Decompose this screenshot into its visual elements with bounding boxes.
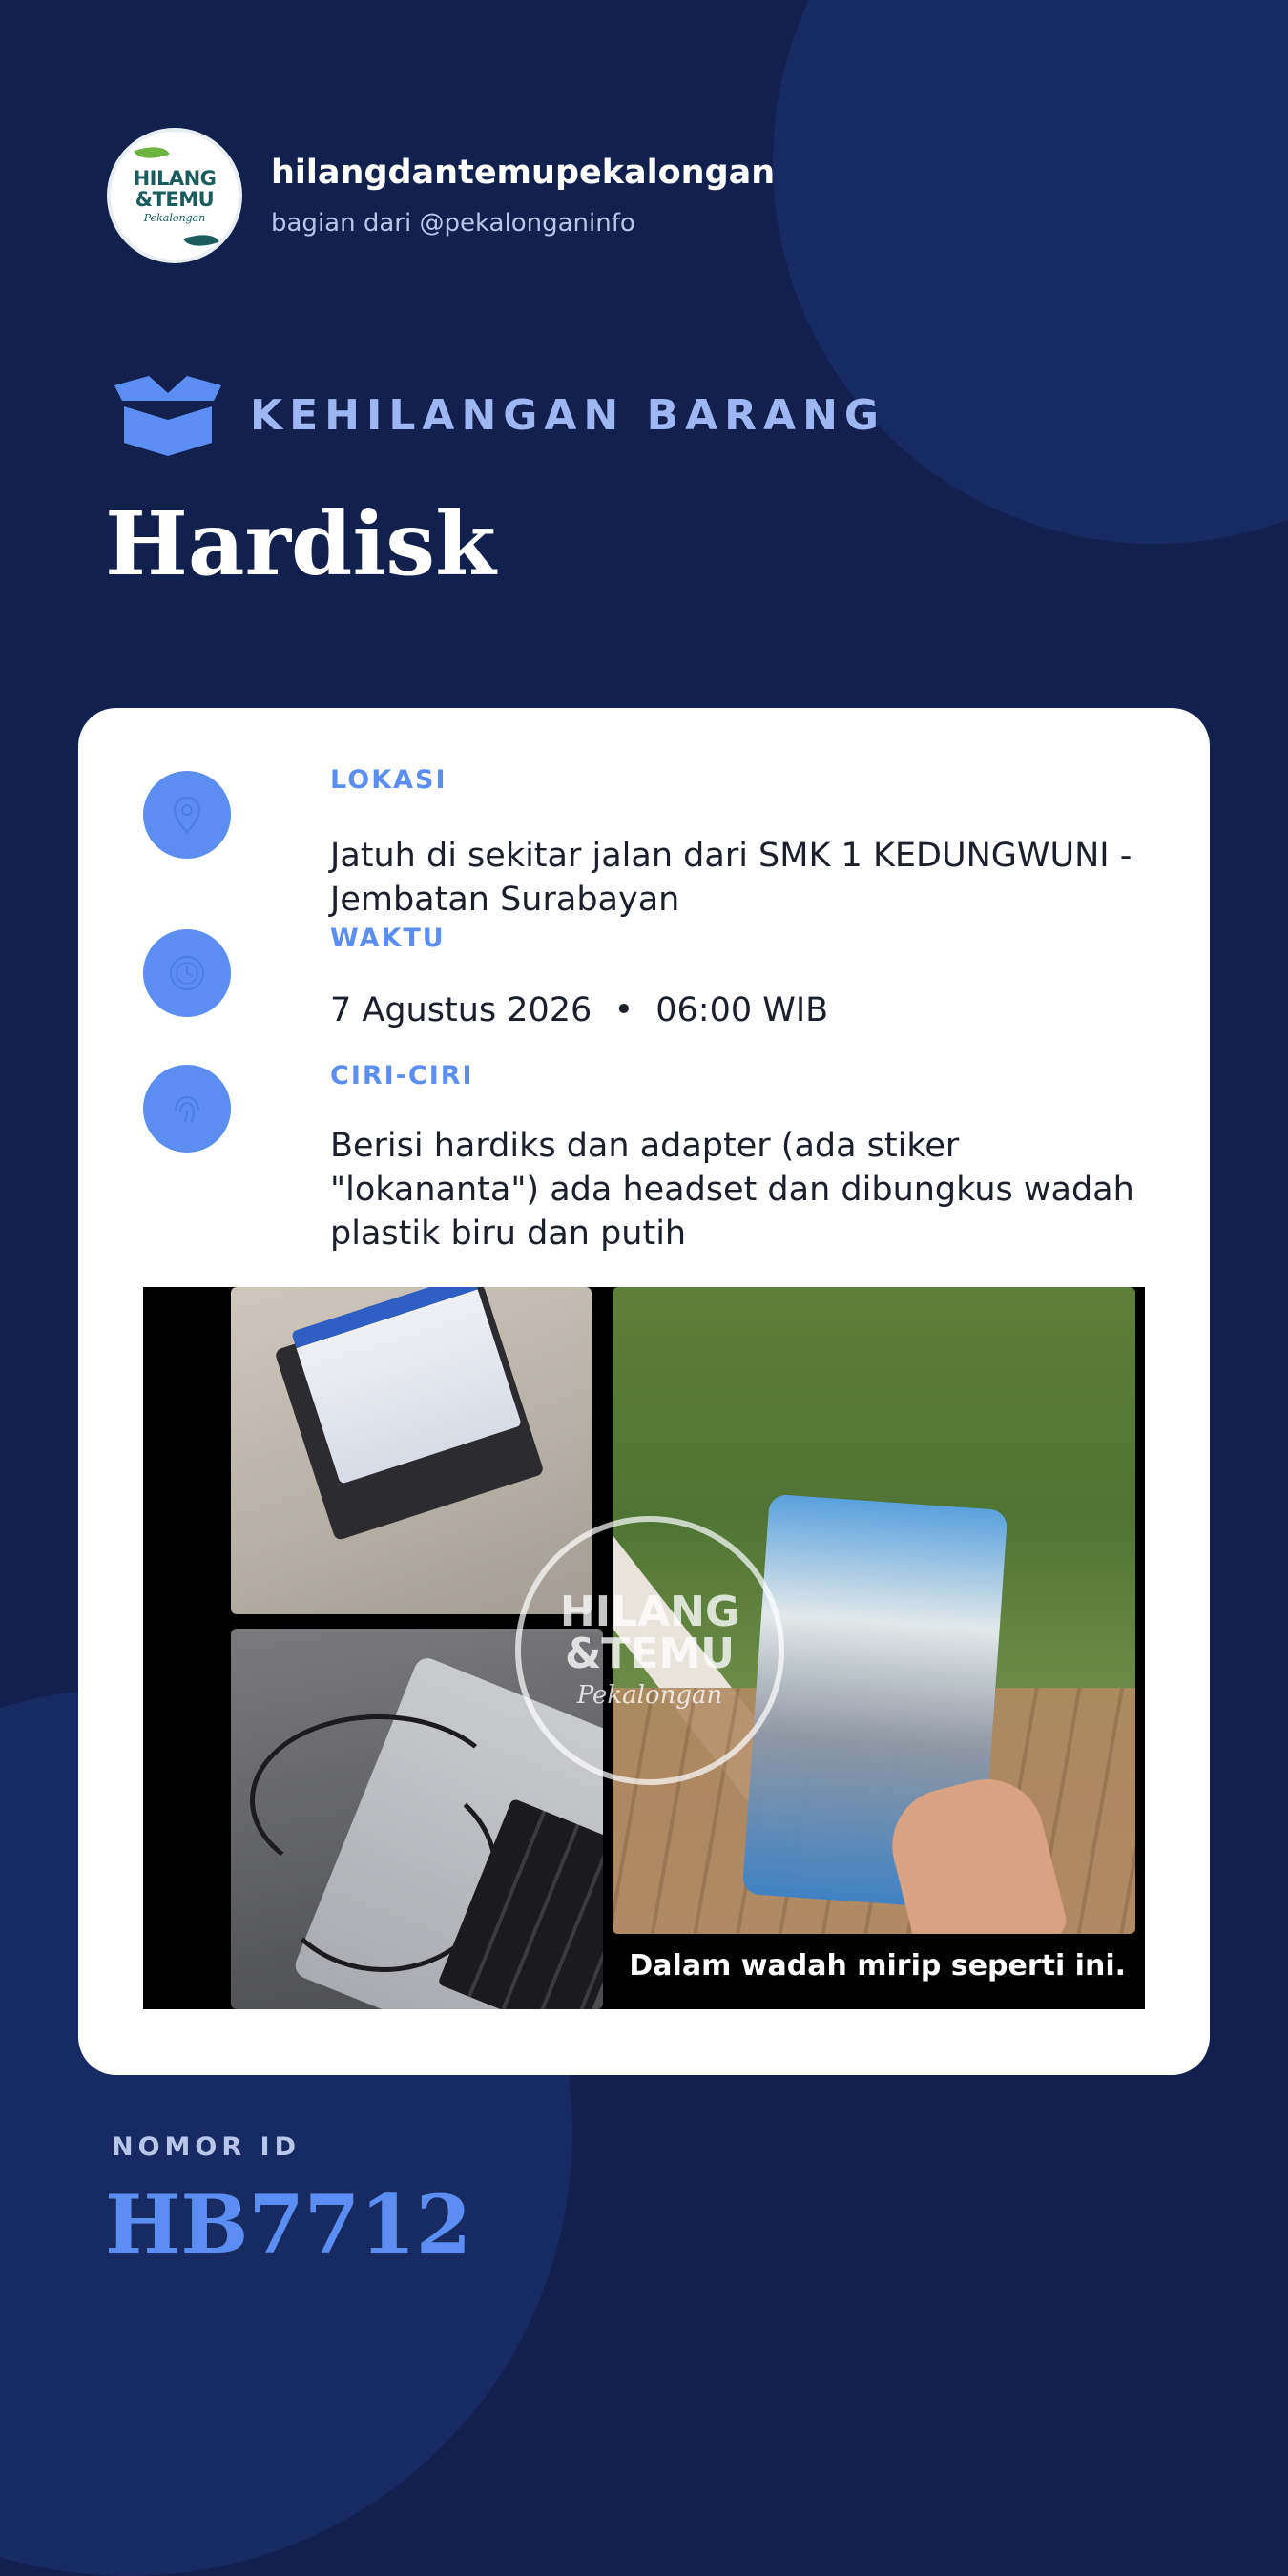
time-hour: 06:00 WIB [655,991,829,1029]
header-text [271,154,775,238]
account-name[interactable]: hilangdantemupekalongan [271,154,776,192]
watermark-line1: HILANG [559,1588,740,1636]
time-label: WAKTU [330,924,446,953]
map-pin-icon [143,771,231,859]
time-date: 7 Agustus 2026 [330,991,592,1029]
item-title: Hardisk [105,492,496,595]
watermark-line3: Pekalongan [576,1681,723,1710]
background-circle-top [773,0,1288,544]
logo-text-line3: Pekalongan [143,211,206,224]
photo-hard-disks [231,1287,592,1614]
item-photo[interactable] [143,1287,1145,2009]
account-subline: bagian dari @pekalonganinfo [271,209,635,238]
time-separator: • [613,991,634,1029]
features-label: CIRI-CIRI [330,1061,474,1091]
logo-leaf-top [134,140,169,166]
id-value: HB7712 [105,2177,472,2272]
watermark-logo [515,1516,784,1785]
photo-caption: Dalam wadah mirip seperti ini. [629,1949,1126,1983]
logo-text-line1: HILANG [133,166,217,190]
watermark-line2: &TEMU [565,1630,735,1678]
id-label: NOMOR ID [112,2132,301,2162]
hilang-temu-logo[interactable] [107,128,242,263]
logo-leaf-bottom [183,228,218,254]
location-value: Jatuh di sekitar jalan dari SMK 1 KEDUNGWUNI - Jembatan Surabayan [330,837,1132,919]
clock-icon [143,929,231,1017]
post-header [107,128,775,263]
logo-text-line2: &TEMU [135,187,215,211]
location-label: LOKASI [330,765,447,795]
fingerprint-icon [143,1065,231,1153]
time-value [330,988,1151,1032]
features-value: Berisi hardiks dan adapter (ada stiker "lokananta") ada headset dan dibungkus wadah plastik biru dan putih [330,1127,1134,1253]
details-card [78,708,1210,2075]
category-label: KEHILANGAN BARANG [250,390,886,440]
open-box-icon [111,374,225,456]
category-heading [111,374,885,456]
adapter-cable [269,1772,498,1972]
